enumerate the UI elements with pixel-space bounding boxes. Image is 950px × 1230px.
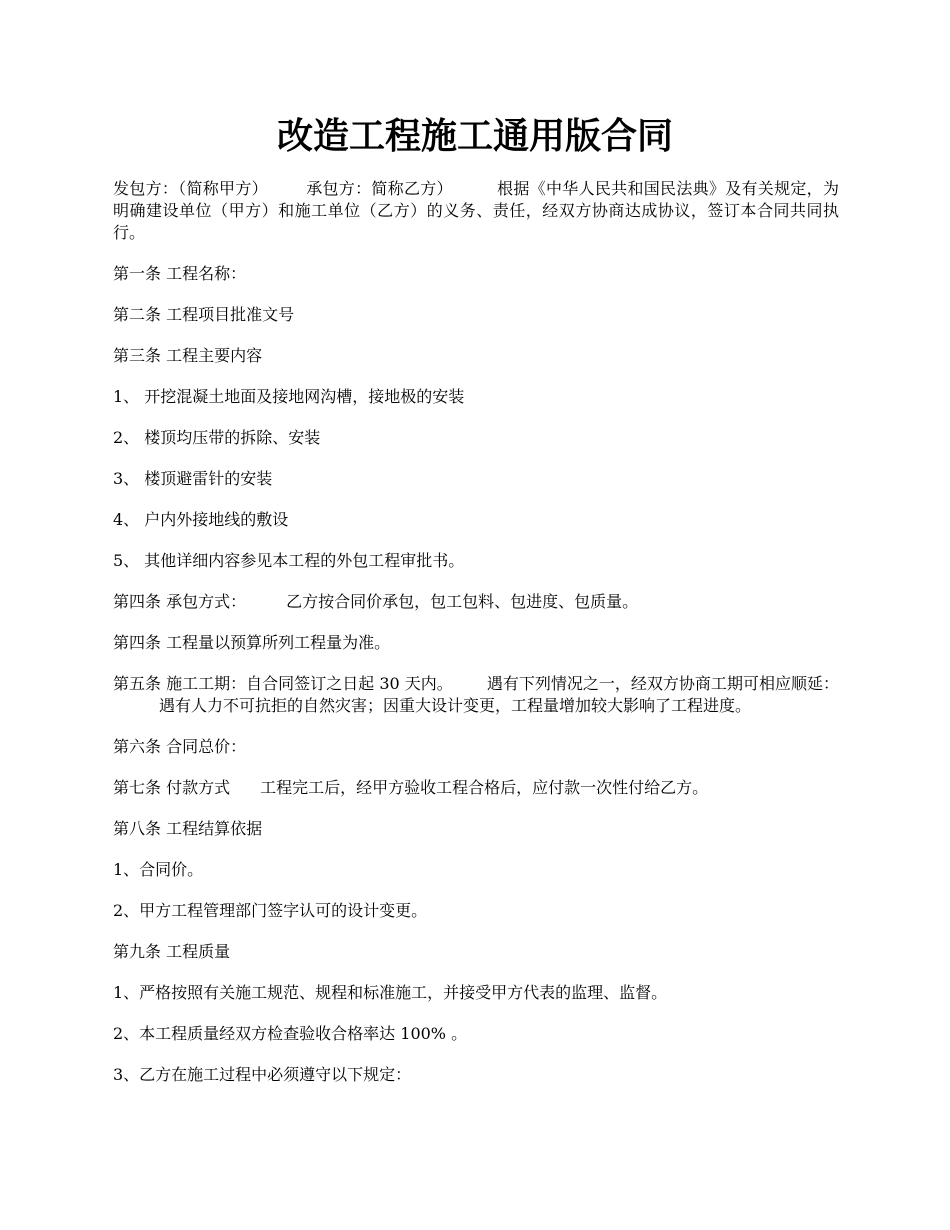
preamble: 根据《中华人民共和国民法典》及有关规定，为明确建设单位（甲方）和施工单位（乙方）的义务、责任，经双方协商达成协议，签订本合同共同执行。: [113, 179, 839, 242]
article-1: 第一条 工程名称：: [113, 264, 247, 283]
article-4a-head: 第四条 承包方式：: [113, 592, 247, 611]
article-4a: [113, 591, 839, 613]
list-item: 5、 其他详细内容参见本工程的外包工程审批书。: [113, 551, 465, 570]
article-9: 第九条 工程质量: [113, 942, 231, 961]
article-7-text: 工程完工后，经甲方验收工程合格后，应付款一次性付给乙方。: [260, 778, 709, 797]
article-4a-text: 乙方按合同价承包，包工包料、包进度、包质量。: [286, 592, 639, 611]
intro-paragraph: [113, 178, 839, 244]
list-item: 1、 开挖混凝土地面及接地网沟槽，接地极的安装: [113, 387, 465, 406]
article-7: [113, 777, 839, 799]
list-item: 2、本工程质量经双方检查验收合格率达 100% 。: [113, 1024, 468, 1043]
article-3: 第三条 工程主要内容: [113, 346, 263, 365]
article-4b: 第四条 工程量以预算所列工程量为准。: [113, 633, 391, 652]
article-5-part3: 遇有人力不可抗拒的自然灾害；因重大设计变更，工程量增加较大影响了工程进度。: [159, 696, 752, 715]
article-7-head: 第七条 付款方式: [113, 778, 231, 797]
article-2: 第二条 工程项目批准文号: [113, 305, 295, 324]
article-6: 第六条 合同总价：: [113, 737, 247, 756]
list-item: 3、 楼顶避雷针的安装: [113, 469, 273, 488]
party-a: 发包方：（简称甲方）: [113, 179, 268, 198]
list-item: 1、严格按照有关施工规范、规程和标准施工，并接受甲方代表的监理、监督。: [113, 983, 668, 1002]
article-5-head: 第五条 施工工期：自合同签订之日起 30 天内。: [113, 674, 453, 693]
list-item: 4、 户内外接地线的敷设: [113, 510, 289, 529]
article-5-part2: 遇有下列情况之一，经双方协商工期可相应顺延：: [486, 674, 839, 693]
list-item: 3、乙方在施工过程中必须遵守以下规定：: [113, 1065, 412, 1084]
article-5: [113, 673, 839, 717]
article-8: 第八条 工程结算依据: [113, 819, 263, 838]
document-title: 改造工程施工通用版合同: [276, 115, 673, 157]
list-item: 1、合同价。: [113, 860, 204, 879]
document-body: [113, 178, 839, 1105]
list-item: 2、 楼顶均压带的拆除、安装: [113, 428, 321, 447]
list-item: 2、甲方工程管理部门签字认可的设计变更。: [113, 901, 428, 920]
party-b: 承包方：简称乙方）: [305, 179, 453, 198]
